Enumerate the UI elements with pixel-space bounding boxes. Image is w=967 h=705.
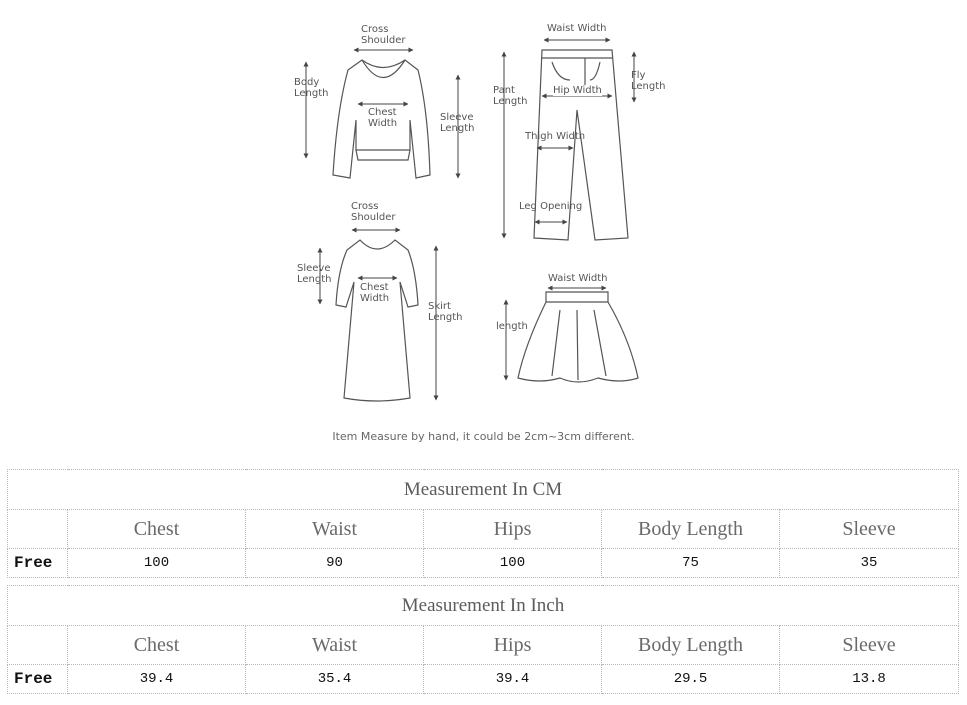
dress-sleeve-length-label: Sleeve Length bbox=[297, 263, 332, 285]
table-title-inch: Measurement In Inch bbox=[8, 586, 959, 626]
header-waist: Waist bbox=[246, 510, 424, 549]
header-chest: Chest bbox=[68, 510, 246, 549]
measurement-table-inch bbox=[7, 585, 959, 694]
measurement-table-cm bbox=[7, 469, 959, 578]
dress-skirt-length-label: Skirt Length bbox=[428, 301, 463, 323]
dress-arrows bbox=[320, 230, 436, 400]
value-waist: 35.4 bbox=[246, 665, 424, 694]
header-hips: Hips bbox=[424, 626, 602, 665]
skirt-waist-width-label: Waist Width bbox=[548, 273, 608, 284]
pants-hip-width-label: Hip Width bbox=[553, 85, 602, 96]
top-sleeve-length-label: Sleeve Length bbox=[440, 112, 475, 134]
header-hips: Hips bbox=[424, 510, 602, 549]
value-sleeve: 13.8 bbox=[780, 665, 959, 694]
value-hips: 39.4 bbox=[424, 665, 602, 694]
skirt-drawing bbox=[518, 292, 638, 382]
pants-waist-width-label: Waist Width bbox=[547, 23, 607, 34]
header-waist: Waist bbox=[246, 626, 424, 665]
header-body-length: Body Length bbox=[602, 510, 780, 549]
table-header-row bbox=[8, 626, 959, 665]
value-body-length: 29.5 bbox=[602, 665, 780, 694]
measurement-note: Item Measure by hand, it could be 2cm~3cm different. bbox=[332, 430, 635, 443]
size-label: Free bbox=[8, 549, 68, 578]
size-header-cell bbox=[8, 510, 68, 549]
table-title-cm: Measurement In CM bbox=[8, 470, 959, 510]
header-sleeve: Sleeve bbox=[780, 626, 959, 665]
pants-leg-opening-label: Leg Opening bbox=[519, 201, 583, 212]
header-body-length: Body Length bbox=[602, 626, 780, 665]
dress-drawing bbox=[336, 240, 418, 401]
pants-fly-length-label: Fly Length bbox=[631, 70, 666, 92]
pants-thigh-width-label: Thigh Width bbox=[525, 131, 586, 142]
top-cross-shoulder-label: Cross Shoulder bbox=[361, 24, 406, 46]
header-sleeve: Sleeve bbox=[780, 510, 959, 549]
header-chest: Chest bbox=[68, 626, 246, 665]
top-body-length-label: Body Length bbox=[294, 77, 329, 99]
pants-pant-length-label: Pant Length bbox=[493, 85, 528, 107]
dress-chest-width-label: Chest Width bbox=[360, 282, 390, 304]
size-header-cell bbox=[8, 626, 68, 665]
value-chest: 100 bbox=[68, 549, 246, 578]
table-row bbox=[8, 549, 959, 578]
table-row bbox=[8, 665, 959, 694]
value-body-length: 75 bbox=[602, 549, 780, 578]
table-header-row bbox=[8, 510, 959, 549]
value-chest: 39.4 bbox=[68, 665, 246, 694]
dress-cross-shoulder-label: Cross Shoulder bbox=[351, 201, 396, 223]
skirt-length-label: length bbox=[496, 321, 528, 332]
top-chest-width-label: Chest Width bbox=[368, 107, 398, 129]
value-hips: 100 bbox=[424, 549, 602, 578]
size-label: Free bbox=[8, 665, 68, 694]
value-sleeve: 35 bbox=[780, 549, 959, 578]
value-waist: 90 bbox=[246, 549, 424, 578]
